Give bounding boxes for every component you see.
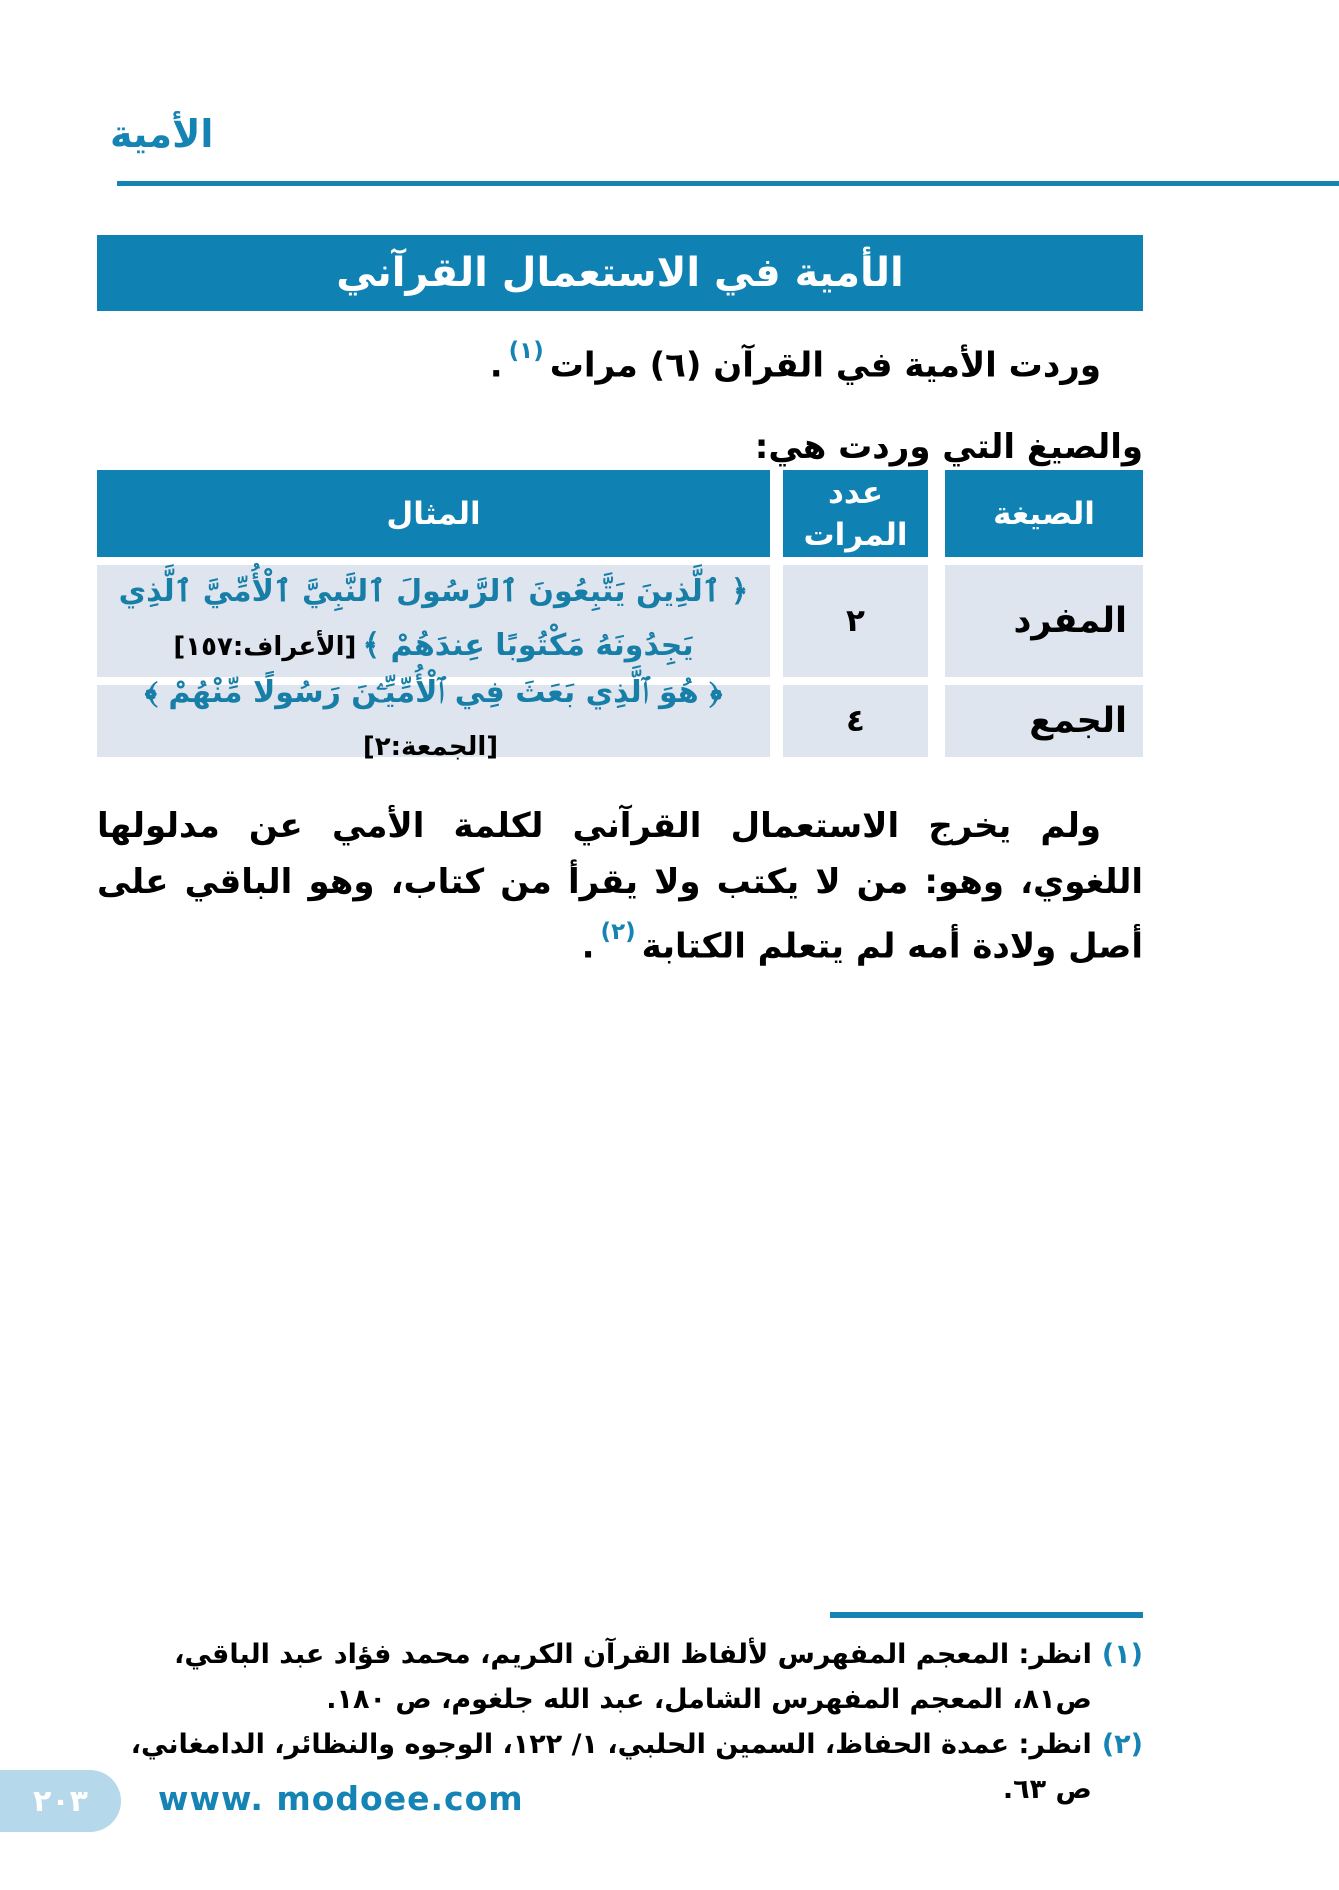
quran-verse-text: ﴿ ٱلَّذِينَ يَتَّبِعُونَ ٱلرَّسُولَ ٱلنَّبِيَّ ٱلْأُمِّيَّ ٱلَّذِي يَجِدُونَهُ مَكْتُوبًا عِندَهُمْ ﴾ bbox=[118, 574, 749, 663]
intro-line-1-text: وردت الأمية في القرآن (٦) مرات bbox=[549, 345, 1101, 386]
row1-count: ٢ bbox=[783, 565, 928, 677]
section-title: الأمية في الاستعمال القرآني bbox=[336, 250, 904, 296]
footnote-ref-1: (١) bbox=[508, 338, 544, 364]
row2-count: ٤ bbox=[783, 685, 928, 757]
footnote-separator bbox=[830, 1612, 1143, 1618]
quran-verse-block bbox=[111, 668, 756, 775]
quran-verse-reference: [الجمعة:٢] bbox=[362, 731, 499, 762]
header-count: عدد المرات bbox=[783, 470, 928, 557]
footnote-1-text: انظر: المعجم المفهرس لألفاظ القرآن الكريم، محمد فؤاد عبد الباقي، ص٨١، المعجم المفهرس الشامل، عبد الله جلغوم، ص ١٨٠. bbox=[174, 1639, 1092, 1715]
table-header-row bbox=[97, 470, 1143, 557]
intro-line-1-period: . bbox=[489, 345, 503, 386]
body-paragraph-text: ولم يخرج الاستعمال القرآني لكلمة الأمي عن مدلولها اللغوي، وهو: من لا يكتب ولا يقرأ من كتاب، وهو الباقي على أصل ولادة أمه لم يتعلم الكتابة bbox=[97, 806, 1143, 967]
row2-form: الجمع bbox=[945, 685, 1143, 757]
footnote-1-marker: (١) bbox=[1101, 1639, 1143, 1670]
footnote-2-text: انظر: عمدة الحفاظ، السمين الحلبي، ١/ ١٢٢، الوجوه والنظائر، الدامغاني، ص ٦٣. bbox=[130, 1729, 1092, 1805]
quran-verse-text: ﴿ هُوَ ٱلَّذِي بَعَثَ فِي ٱلْأُمِّيِّـۧنَ رَسُولًا مِّنْهُمْ ﴾ bbox=[144, 674, 723, 710]
footnote-1 bbox=[97, 1632, 1143, 1722]
quran-verse-reference: [الأعراف:١٥٧] bbox=[173, 632, 357, 662]
usage-table bbox=[97, 470, 1143, 762]
intro-line-1 bbox=[97, 316, 1143, 406]
row2-example bbox=[97, 674, 770, 762]
page-number: ٢٠٣ bbox=[33, 1783, 88, 1819]
footnote-ref-2: (٢) bbox=[600, 919, 636, 945]
section-banner bbox=[97, 235, 1143, 311]
row1-form: المفرد bbox=[945, 565, 1143, 677]
body-paragraph-period: . bbox=[581, 926, 595, 967]
intro-line-2: والصيغ التي وردت هي: bbox=[754, 427, 1143, 468]
header-rule bbox=[117, 181, 1339, 186]
intro-block bbox=[97, 316, 1143, 488]
table-row bbox=[97, 565, 1143, 677]
header-example: المثال bbox=[97, 470, 770, 557]
running-head: الأمية bbox=[110, 112, 214, 156]
footnote-2-marker: (٢) bbox=[1101, 1729, 1143, 1760]
body-paragraph bbox=[97, 798, 1143, 974]
website-url: www. modoee.com bbox=[158, 1779, 524, 1818]
row1-example bbox=[97, 565, 770, 677]
header-form: الصيغة bbox=[945, 470, 1143, 557]
quran-verse-block bbox=[111, 567, 756, 675]
table-row bbox=[97, 674, 1143, 762]
page-number-badge bbox=[0, 1770, 121, 1832]
